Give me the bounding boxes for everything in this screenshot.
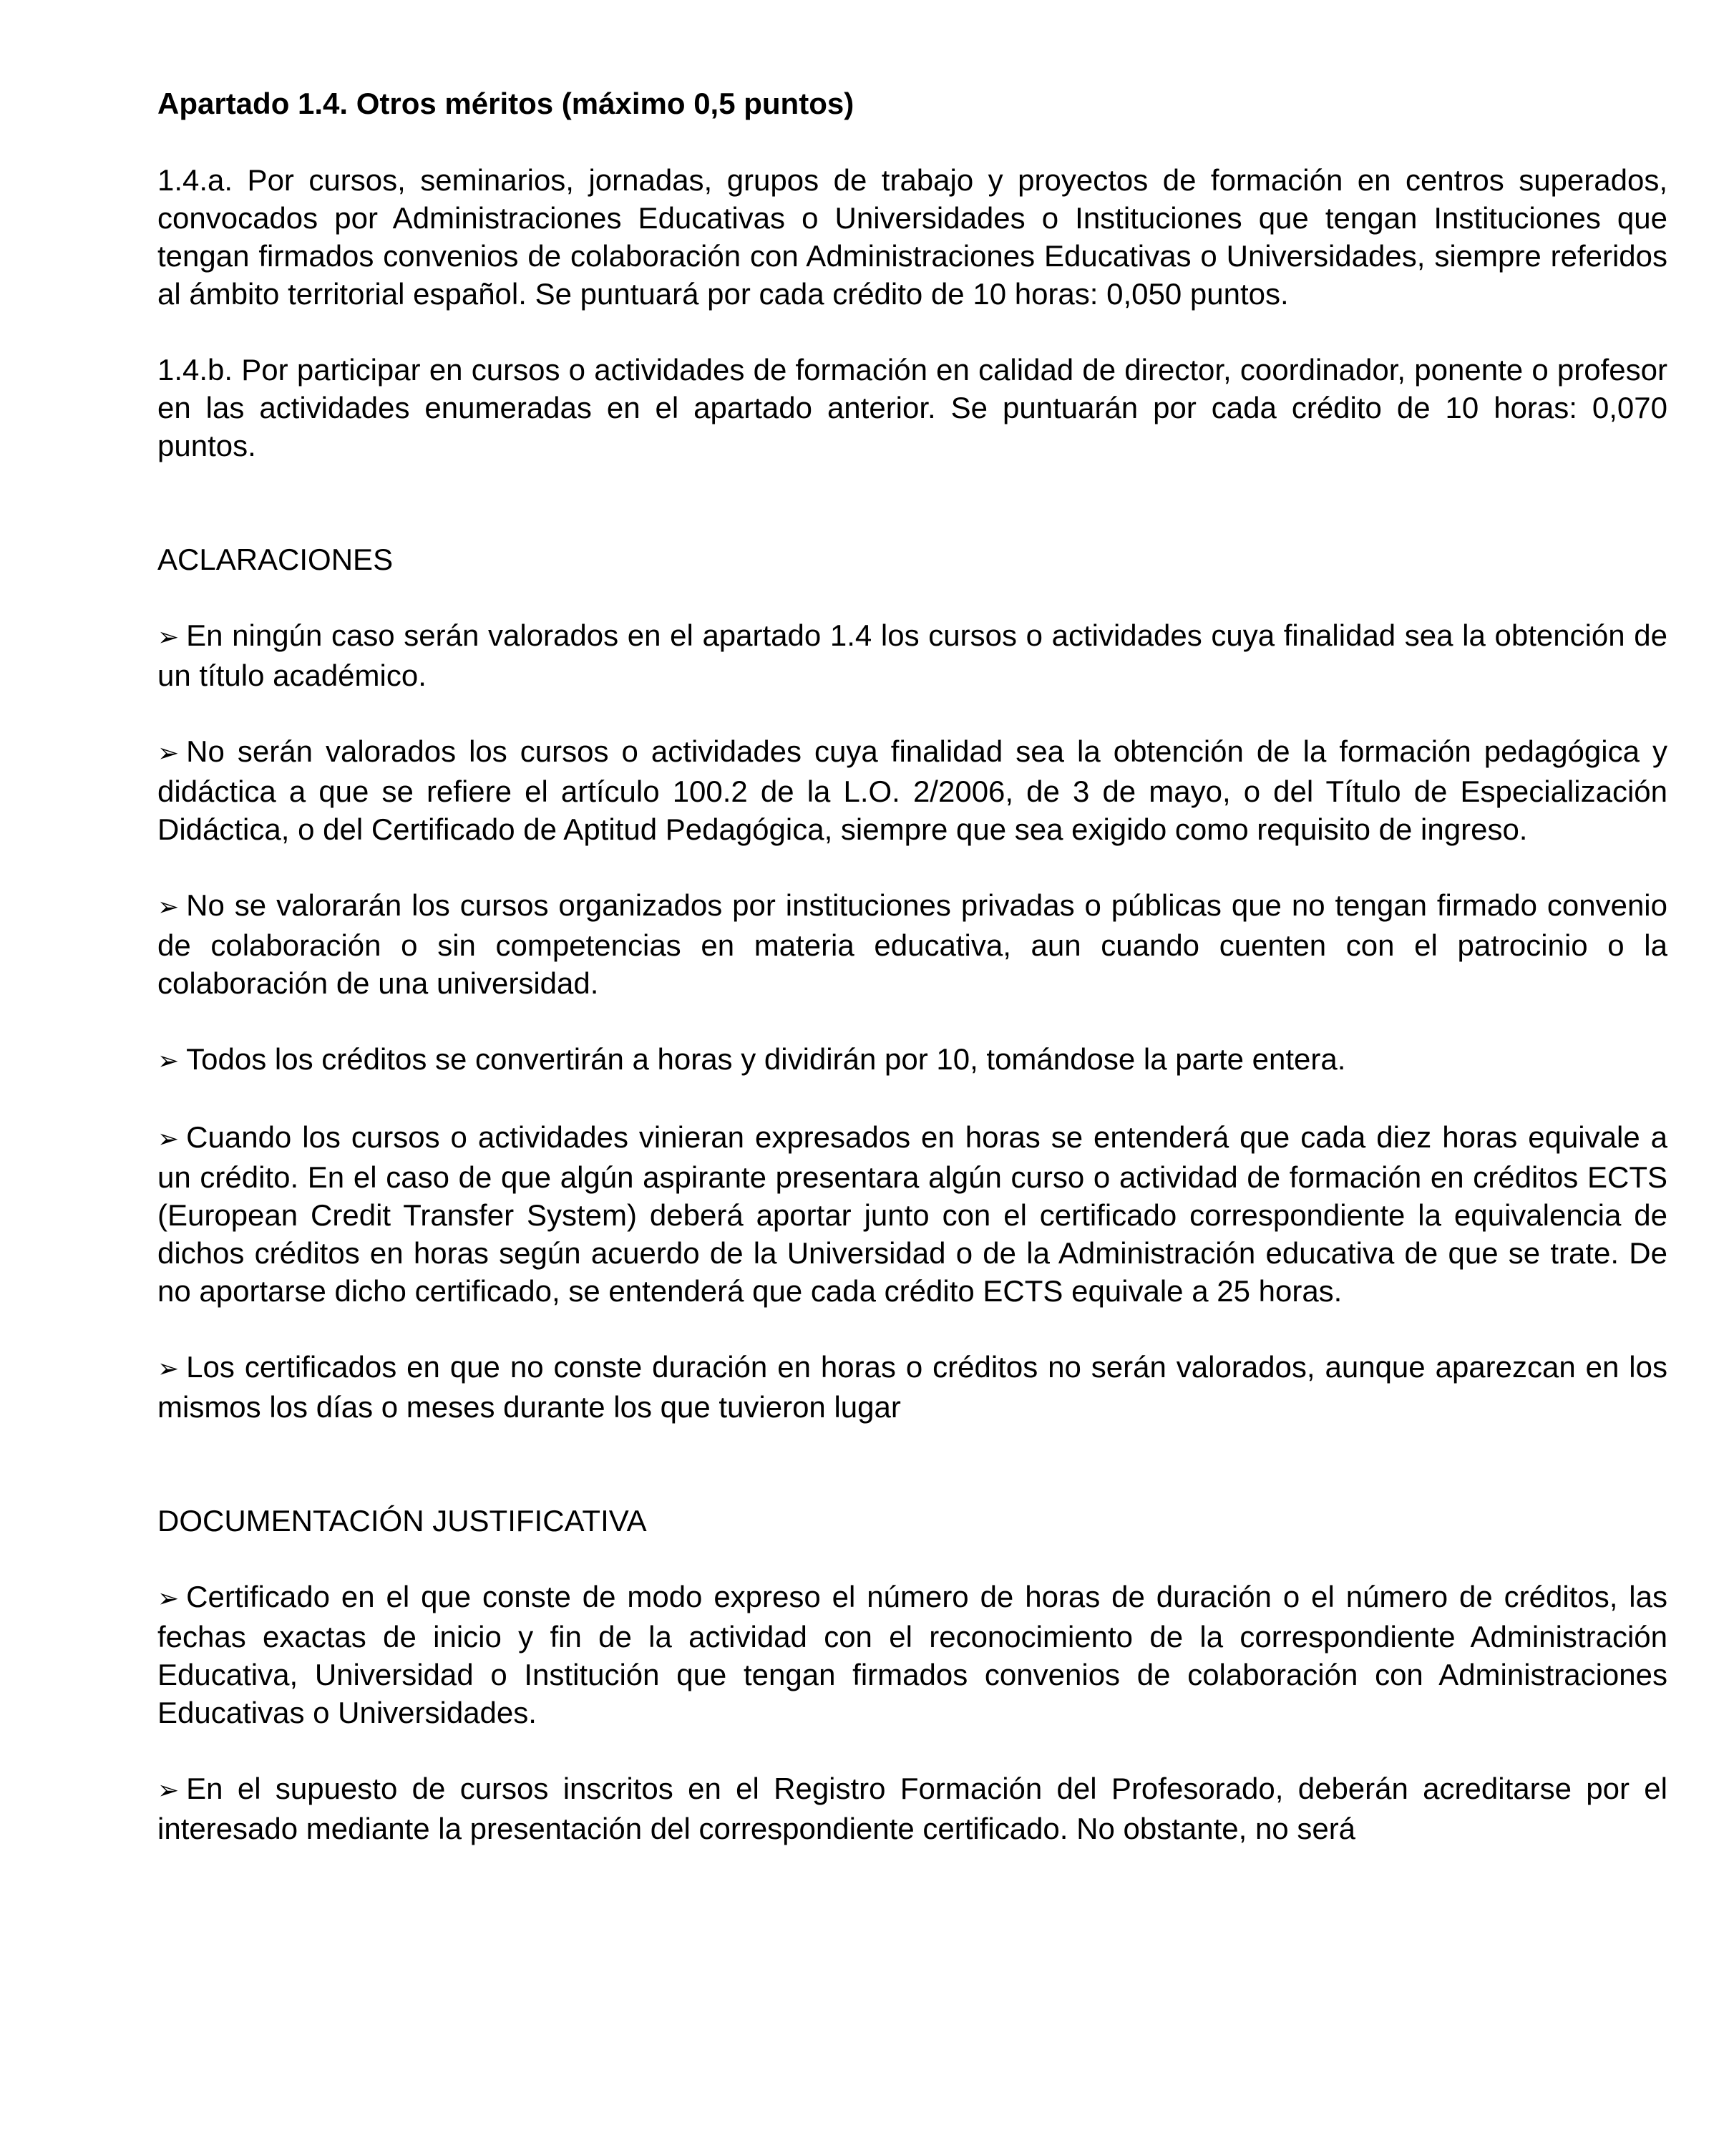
documentacion-item-2 xyxy=(157,1769,1667,1847)
documentacion-text: Certificado en el que conste de modo expreso el número de horas de duración o el número de créditos, las fechas exactas de inicio y fin de la actividad con el reconocimiento de la correspondiente Administración Educativa, Universidad o Institución que tengan firmados convenios de colaboración con Administraciones Educativas o Universidades. xyxy=(157,1580,1667,1729)
aclaracion-item-5 xyxy=(157,1118,1667,1310)
arrow-bullet-icon: ➢ xyxy=(157,1584,180,1613)
aclaracion-item-4 xyxy=(157,1040,1667,1080)
arrow-bullet-icon: ➢ xyxy=(157,739,180,768)
aclaracion-item-1 xyxy=(157,616,1667,694)
documentacion-title: DOCUMENTACIÓN JUSTIFICATIVA xyxy=(157,1504,647,1538)
aclaracion-item-6 xyxy=(157,1348,1667,1426)
aclaracion-text: Cuando los cursos o actividades vinieran expresados en horas se entenderá que cada diez horas equivale a un crédito. En el caso de que algún aspirante presentara algún curso o actividad de formación en créditos ECTS (European Credit Transfer System) deberá aportar junto con el certificado correspondiente la equivalencia de dichos créditos en horas según acuerdo de la Universidad o de la Administración educativa de que se trate. De no aportarse dicho certificado, se entenderá que cada crédito ECTS equivale a 25 horas. xyxy=(157,1120,1667,1308)
arrow-bullet-icon: ➢ xyxy=(157,893,180,922)
arrow-bullet-icon: ➢ xyxy=(157,1776,180,1805)
aclaracion-item-2 xyxy=(157,732,1667,848)
document-page xyxy=(157,84,1667,1885)
section-heading: Apartado 1.4. Otros méritos (máximo 0,5 puntos) xyxy=(157,87,854,120)
aclaracion-text: En ningún caso serán valorados en el apartado 1.4 los cursos o actividades cuya finalidad sea la obtención de un título académico. xyxy=(157,618,1667,692)
aclaracion-text: Los certificados en que no conste duración en horas o créditos no serán valorados, aunque aparezcan en los mismos los días o meses durante los que tuvieron lugar xyxy=(157,1350,1667,1424)
arrow-bullet-icon: ➢ xyxy=(157,623,180,652)
aclaracion-text: No serán valorados los cursos o actividades cuya finalidad sea la obtención de la formación pedagógica y didáctica a que se refiere el artículo 100.2 de la L.O. 2/2006, de 3 de mayo, o del Título de Especialización Didáctica, o del Certificado de Aptitud Pedagógica, siempre que sea exigido como requisito de ingreso. xyxy=(157,734,1667,846)
arrow-bullet-icon: ➢ xyxy=(157,1354,180,1384)
arrow-bullet-icon: ➢ xyxy=(157,1047,180,1076)
aclaraciones-title: ACLARACIONES xyxy=(157,543,394,576)
documentacion-item-1 xyxy=(157,1578,1667,1732)
paragraph-1-4-a: 1.4.a. Por cursos, seminarios, jornadas, grupos de trabajo y proyectos de formación en centros superados, convocados por Administraciones Educativas o Universidades o Instituciones que tengan Instituciones que tengan firmados convenios de colaboración con Administraciones Educativas o Universidades, siempre referidos al ámbito territorial español. Se puntuará por cada crédito de 10 horas: 0,050 puntos. xyxy=(157,163,1667,311)
arrow-bullet-icon: ➢ xyxy=(157,1125,180,1154)
aclaracion-item-3 xyxy=(157,886,1667,1002)
documentacion-text: En el supuesto de cursos inscritos en el Registro Formación del Profesorado, deberán acreditarse por el interesado mediante la presentación del correspondiente certificado. No obstante, no será xyxy=(157,1772,1667,1845)
paragraph-1-4-b: 1.4.b. Por participar en cursos o actividades de formación en calidad de director, coordinador, ponente o profesor en las actividades enumeradas en el apartado anterior. Se puntuarán por cada crédito de 10 horas: 0,070 puntos. xyxy=(157,353,1667,462)
aclaracion-text: No se valorarán los cursos organizados por instituciones privadas o públicas que no tengan firmado convenio de colaboración o sin competencias en materia educativa, aun cuando cuenten con el patrocinio o la colaboración de una universidad. xyxy=(157,888,1667,1000)
aclaracion-text: Todos los créditos se convertirán a horas y dividirán por 10, tomándose la parte entera. xyxy=(186,1042,1346,1076)
